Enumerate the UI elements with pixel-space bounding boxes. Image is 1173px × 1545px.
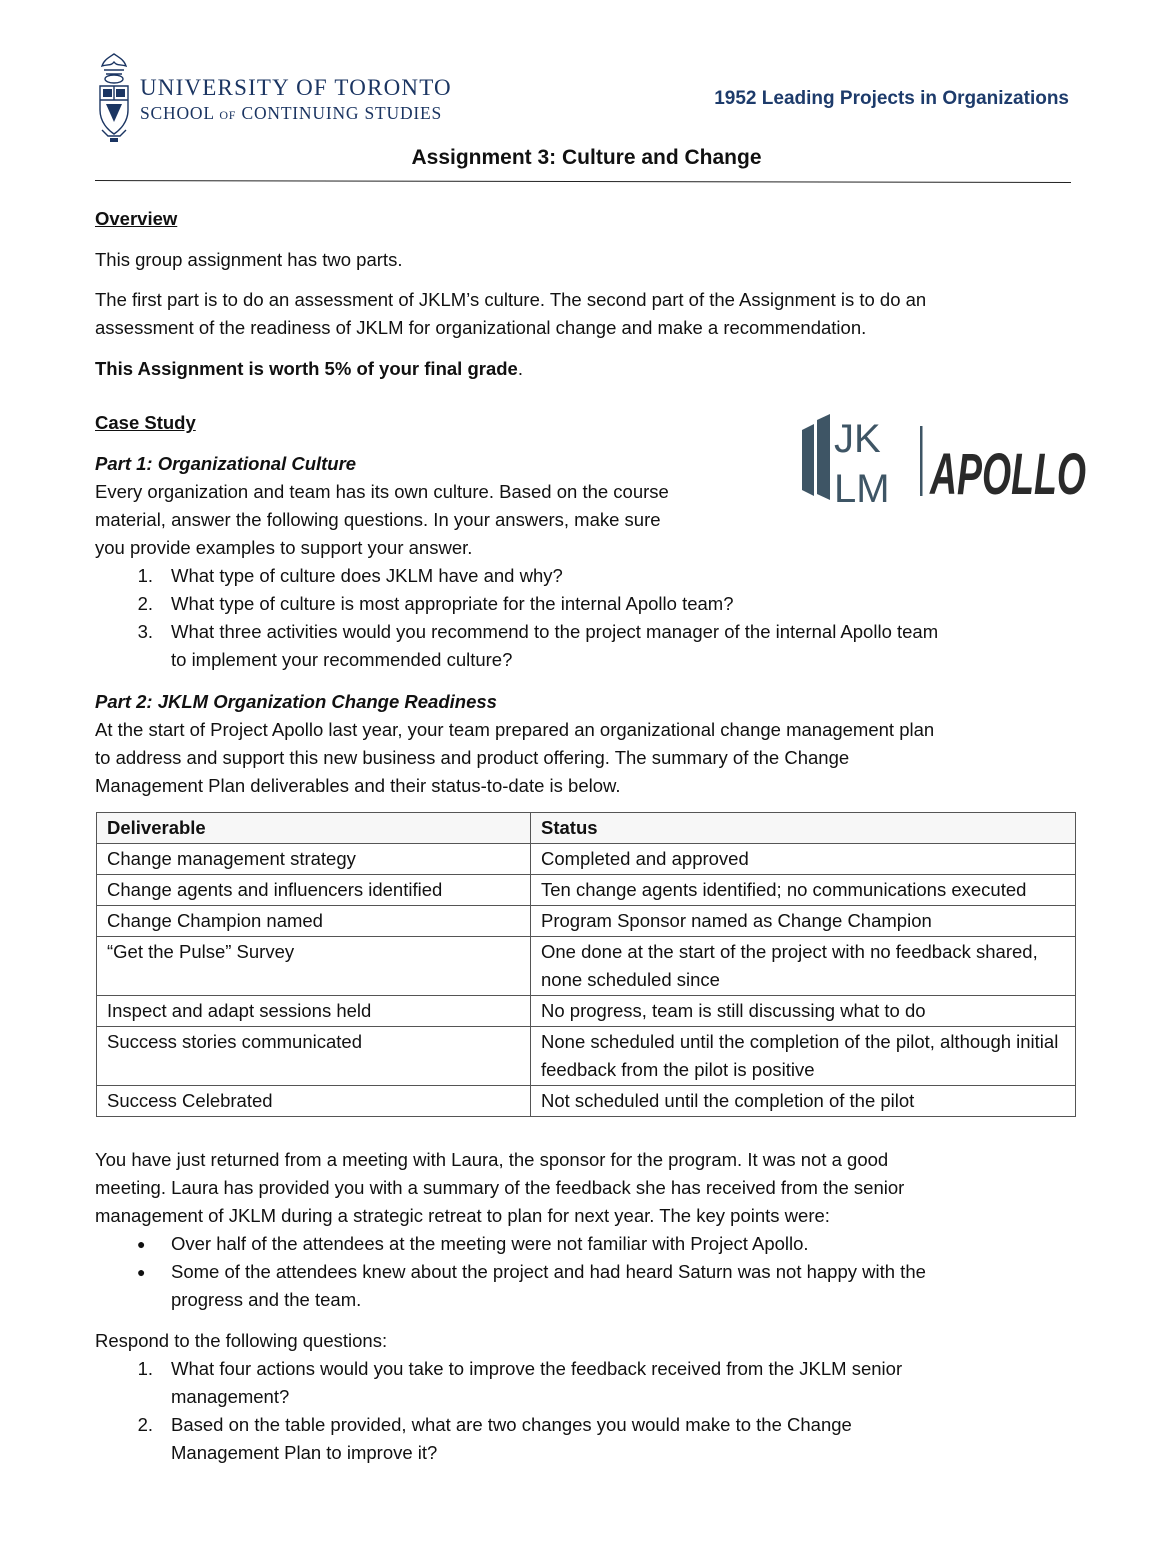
table-row [97,844,1076,875]
overview-heading: Overview [95,208,178,229]
overview-paragraph-2: The first part is to do an assessment of JKLM’s culture. The second part of the Assignment is to do an assessment of the readiness of JKLM for organizational change and make a recommendation. [95,289,927,338]
respond-intro: Respond to the following questions: [95,1330,388,1351]
logo-jk: JK [834,417,881,461]
title-divider [95,180,1071,183]
respond-questions [95,1355,902,1467]
part1-title: Part 1: Organizational Culture [95,453,357,474]
status-cell: Completed and approved [531,844,1076,875]
table-row [97,875,1076,906]
table-row [97,1027,1076,1086]
list-item: 2. Based on the table provided, what are two changes you would make to the Change Management Plan to improve it? [137,1414,852,1463]
table-row [97,996,1076,1027]
list-item: 2. What type of culture is most appropriate for the internal Apollo team? [137,593,734,614]
logo-lm: LM [834,467,890,511]
meeting-key-points [95,1230,926,1314]
table-row [97,1086,1076,1117]
grade-weight-note: This Assignment is worth 5% of your final grade. [95,358,523,379]
university-name: UNIVERSITY OF TORONTO [140,75,452,100]
deliverable-cell: “Get the Pulse” Survey [97,937,531,996]
part2-intro: At the start of Project Apollo last year, your team prepared an organizational change management plan to address and support this new business and product offering. The summary of the Change Management Plan deliverables and their status-to-date is below. [95,719,935,796]
deliverable-cell: Change management strategy [97,844,531,875]
column-header-status: Status [531,813,1076,844]
case-study-heading: Case Study [95,412,196,433]
table-row [97,937,1076,996]
overview-paragraph-1: This group assignment has two parts. [95,249,403,270]
list-item: 3. What three activities would you recommend to the project manager of the internal Apollo team to implement your recommended culture? [137,621,939,670]
assignment-title: Assignment 3: Culture and Change [411,146,762,169]
school-name: SCHOOL OF CONTINUING STUDIES [140,103,443,123]
column-header-deliverable: Deliverable [97,813,531,844]
jklm-mark-icon [802,414,830,500]
logo-apollo: APOLLO [928,442,1086,507]
status-cell: One done at the start of the project with no feedback shared, none scheduled since [531,937,1076,996]
deliverable-cell: Success Celebrated [97,1086,531,1117]
table-row [97,906,1076,937]
deliverable-cell: Success stories communicated [97,1027,531,1086]
university-crest-icon [94,52,134,144]
meeting-paragraph: You have just returned from a meeting with Laura, the sponsor for the program. It was not a good meeting. Laura has provided you with a summary of the feedback she has received from the senior management of JKLM during a strategic retreat to plan for next year. The key points were: [95,1149,905,1226]
jklm-apollo-logo [800,410,1090,511]
part2-title: Part 2: JKLM Organization Change Readiness [95,691,497,712]
part1-questions [95,562,938,674]
list-item: 1. What type of culture does JKLM have and why? [137,565,563,586]
change-plan-table [96,812,1076,1117]
list-item: 1. What four actions would you take to improve the feedback received from the JKLM senior management? [137,1358,903,1407]
status-cell: Program Sponsor named as Change Champion [531,906,1076,937]
deliverable-cell: Inspect and adapt sessions held [97,996,531,1027]
status-cell: Ten change agents identified; no communications executed [531,875,1076,906]
table-header-row [97,813,1076,844]
list-item: ● Some of the attendees knew about the project and had heard Saturn was not happy with the progress and the team. [137,1261,926,1310]
status-cell: No progress, team is still discussing what to do [531,996,1076,1027]
status-cell: Not scheduled until the completion of the pilot [531,1086,1076,1117]
list-item: ● Over half of the attendees at the meeting were not familiar with Project Apollo. [137,1233,809,1254]
deliverable-cell: Change Champion named [97,906,531,937]
status-cell: None scheduled until the completion of the pilot, although initial feedback from the pilot is positive [531,1027,1076,1086]
deliverable-cell: Change agents and influencers identified [97,875,531,906]
course-title: 1952 Leading Projects in Organizations [714,88,1069,109]
part1-intro: Every organization and team has its own culture. Based on the course material, answer the following questions. In your answers, make sure you provide examples to support your answer. [95,481,669,558]
